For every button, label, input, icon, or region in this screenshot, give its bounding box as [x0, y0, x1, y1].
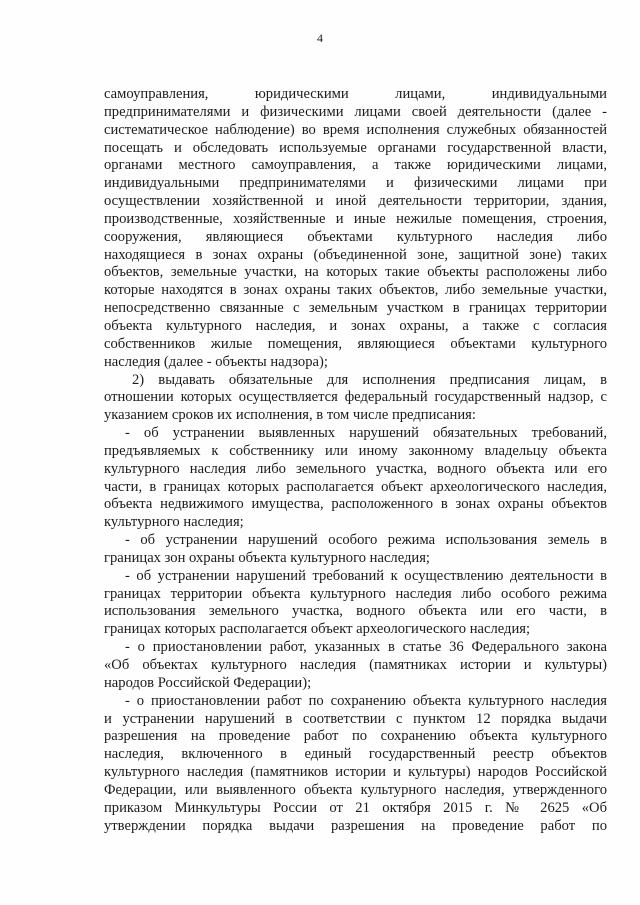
- text-line: границах зон охраны объекта культурного наследия;: [104, 549, 430, 566]
- text-line: границах территории объекта культурного наследия либо особого режима: [104, 585, 607, 602]
- page-number: 4: [317, 31, 323, 45]
- text-line: отношении которых осуществляется федеральный государственный надзор, с: [104, 389, 607, 406]
- text-line: предпринимателями и физическими лицами своей деятельности (далее -: [104, 103, 607, 120]
- text-line: приказом Минкультуры России от 21 октября 2015 г. № 2625 «Об: [104, 799, 607, 816]
- text-line: наследия, включенного в единый государственный реестр объектов: [104, 746, 607, 763]
- text-line: находящиеся в зонах охраны (объединенной зоне, защитной зоне) таких: [104, 246, 607, 263]
- text-line: «Об объектах культурного наследия (памятниках истории и культуры): [104, 657, 607, 673]
- text-line: - о приостановлении работ по сохранению объекта культурного наследия: [125, 692, 607, 709]
- text-line: сооружения, являющиеся объектами культурного наследия либо: [104, 228, 607, 245]
- text-line: части, в границах которых располагается объект археологического наследия,: [104, 478, 607, 495]
- text-line: объекта культурного наследия, и зонах охраны, а также с согласия: [104, 317, 607, 334]
- text-line: предъявляемых к собственнику или иному законному владельцу объекта: [104, 442, 607, 459]
- text-line: утверждении порядка выдачи разрешения на проведение работ по: [104, 817, 607, 834]
- text-line: объекта недвижимого имущества, расположенного в зонах охраны объектов: [104, 496, 607, 513]
- text-line: границах которых располагается объект археологического наследия;: [104, 621, 531, 638]
- text-line: наследия (далее - объекты надзора);: [104, 353, 328, 370]
- text-line: - об устранении нарушений требований к осуществлению деятельности в: [125, 567, 607, 584]
- text-line: культурного наследия либо земельного участка, водного объекта или его: [104, 460, 607, 477]
- text-line: объектов, земельные участки, на которых такие объекты расположены либо: [104, 264, 607, 281]
- text-line: производственные, хозяйственные и иные нежилые помещения, строения,: [104, 210, 607, 227]
- text-line: самоуправления, юридическими лицами, индивидуальными: [104, 86, 607, 102]
- document-body: [104, 86, 607, 835]
- text-line: систематическое наблюдение) во время исполнения служебных обязанностей: [104, 121, 607, 138]
- text-line: индивидуальными предпринимателями и физическими лицами при: [104, 175, 607, 192]
- text-line: народов Российской Федерации);: [104, 674, 312, 691]
- text-line: 2) выдавать обязательные для исполнения предписания лицам, в: [132, 371, 607, 388]
- text-line: Федерации, или выявленного объекта культурного наследия, утвержденного: [104, 781, 607, 798]
- text-line: - о приостановлении работ, указанных в статье 36 Федерального закона: [125, 639, 607, 656]
- text-line: которые находятся в зонах охраны таких объектов, либо земельные участки,: [104, 282, 607, 299]
- text-line: осуществлении хозяйственной и иной деятельности территории, здания,: [104, 193, 607, 210]
- text-line: и устранении нарушений в соответствии с пунктом 12 порядка выдачи: [104, 710, 607, 727]
- text-line: культурного наследия;: [104, 514, 244, 531]
- text-line: непосредственно связанные с земельным участком в границах территории: [104, 300, 607, 317]
- text-line: - об устранении выявленных нарушений обязательных требований,: [125, 425, 607, 442]
- text-line: разрешения на проведение работ по сохранению объекта культурного: [104, 728, 607, 745]
- text-line: культурного наследия (памятников истории и культуры) народов Российской: [104, 764, 607, 781]
- text-line: органами местного самоуправления, а также юридическими лицами,: [104, 157, 607, 174]
- text-line: - об устранении нарушений особого режима использования земель в: [125, 532, 607, 549]
- text-line: собственников жилые помещения, являющиеся объектами культурного: [104, 335, 607, 352]
- text-line: указанием сроков их исполнения, в том числе предписания:: [104, 407, 476, 424]
- text-line: использования земельного участка, водного объекта или его части, в: [104, 603, 607, 620]
- text-line: посещать и обследовать используемые органами государственной власти,: [104, 139, 607, 156]
